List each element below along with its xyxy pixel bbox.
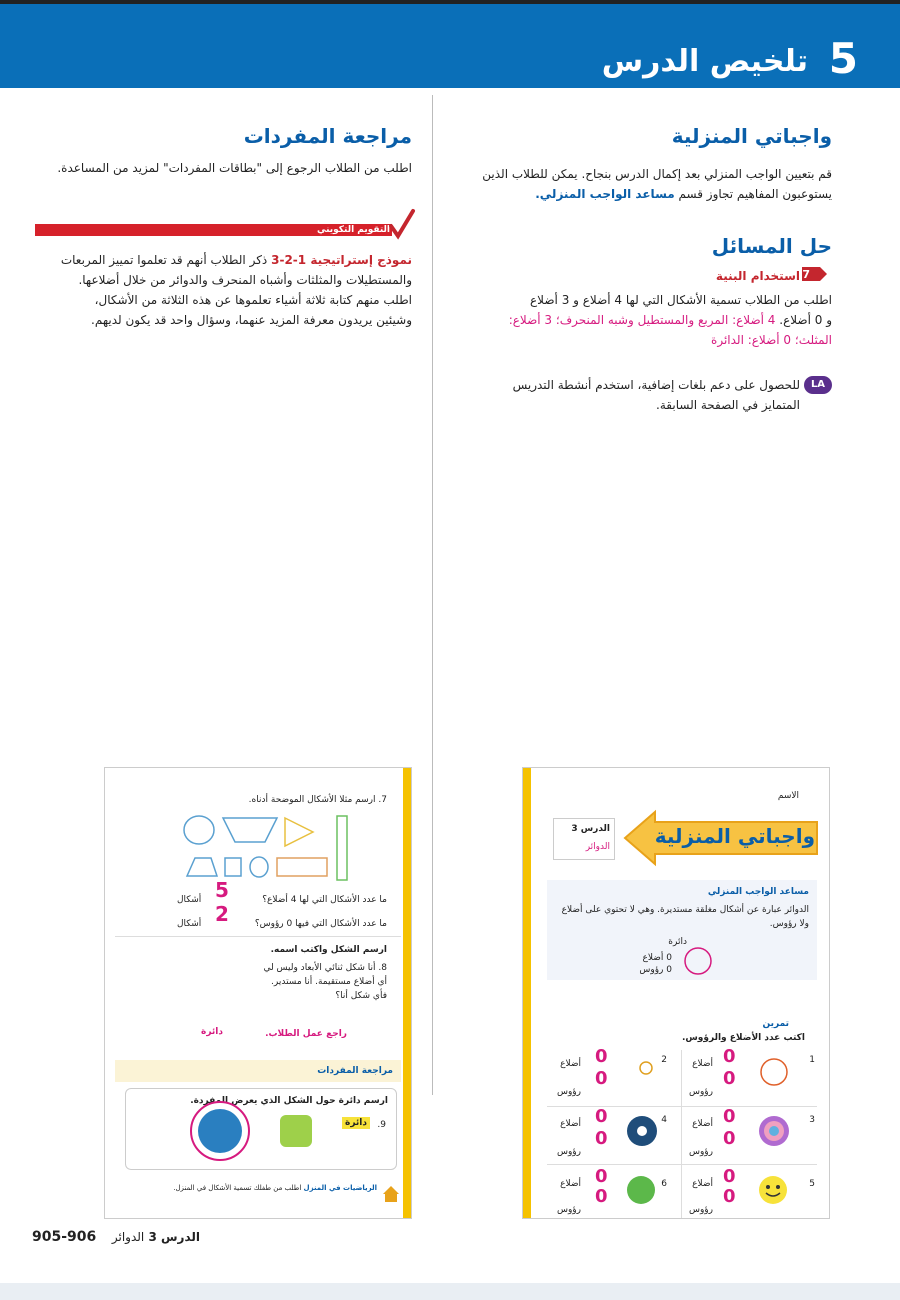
formative-line [42, 250, 412, 270]
wb-sides-label: أضلاع [692, 1179, 713, 1189]
wb-item-number: 6 [661, 1179, 667, 1189]
wb-q8-line: فأي شكل أنا؟ [335, 991, 387, 1001]
wb-practice-title: تمرين [762, 1019, 789, 1029]
homework-line: قم بتعيين الواجب المنزلي بعد إكمال الدرس بنجاح. يمكن للطلاب الذين [482, 167, 832, 181]
formative-label: التقويم التكويني [316, 225, 390, 235]
problem-text: و 0 أضلاع. [779, 313, 832, 327]
problem-line: اطلب من الطلاب تسمية الأشكال التي لها 4 أضلاع و 3 أضلاع [530, 293, 832, 307]
wb-answer: 0 [595, 1046, 608, 1067]
footer-lesson [112, 1230, 200, 1244]
wb-item-number: 4 [661, 1115, 667, 1125]
wb-answer: 0 [595, 1106, 608, 1127]
wb-q7: 7. ارسم مثلا الأشكال الموضحة أدناه. [248, 795, 387, 805]
green-square-icon [276, 1111, 316, 1151]
wb-vertices-label: رؤوس [556, 1147, 581, 1157]
wb-answer: 0 [595, 1166, 608, 1187]
wb-answer: 0 [595, 1068, 608, 1089]
wb-q9: 9. [377, 1120, 386, 1130]
wb-footer-note [173, 1184, 377, 1193]
wb-circle-label: دائرة [668, 937, 687, 947]
wb-title: واجباتي المنزلية [654, 824, 815, 848]
formative-strategy: نموذج إستراتيجية 1-2-3 [271, 253, 412, 267]
small-circle-icon [638, 1060, 654, 1076]
wb-lesson-box [553, 818, 615, 860]
wb-lesson-label: الدرس 3 [571, 824, 610, 834]
house-icon [381, 1184, 401, 1204]
wb-sides-label: أضلاع [692, 1059, 713, 1069]
wb-lesson-topic: الدوائر [585, 842, 610, 852]
vocab-review-text: اطلب من الطلاب الرجوع إلى "بطاقات المفردات" لمزيد من المساعدة. [57, 161, 412, 175]
wb-sides-text: 0 أضلاع [642, 953, 672, 963]
wb-item-number: 1 [809, 1055, 815, 1065]
problem-solving-heading: حل المسائل [711, 234, 832, 258]
wb-vertices-label: رؤوس [688, 1147, 713, 1157]
wb-helper-line: ولا رؤوس. [769, 919, 809, 929]
wb-sides-label: أضلاع [560, 1179, 581, 1189]
wb-answer: 0 [723, 1068, 736, 1089]
workbook-strip [523, 768, 531, 1218]
wb-vertices-label: رؤوس [556, 1087, 581, 1097]
problem-solving-subtitle: استخدام البنية [715, 269, 800, 283]
banner-number: 5 [828, 34, 858, 83]
wb-unit: أشكال [177, 895, 202, 905]
wb-q7a-answer: 5 [215, 878, 229, 902]
workbook-strip [403, 768, 411, 1218]
wb-draw-title: ارسم الشكل واكتب اسمه. [270, 945, 387, 955]
wb-answer: 0 [595, 1186, 608, 1207]
homework-line [462, 184, 832, 204]
vocab-review-heading: مراجعة المفردات [243, 124, 412, 148]
wb-name-label: الاسم [777, 791, 799, 801]
practice-tag-icon [800, 264, 828, 284]
formative-paragraph [42, 250, 412, 330]
check-icon [388, 208, 416, 240]
formative-line: وشيئين يريدون معرفة المزيد عنهما، وسؤال واحد قد يكون لديهم. [91, 313, 412, 327]
problem-answer-line: المثلث؛ 0 أضلاع: الدائرة [711, 333, 832, 347]
wb-q8-answer: دائرة [201, 1027, 223, 1037]
wb-vertices-text: 0 رؤوس [639, 965, 672, 975]
language-badge: LA [804, 376, 832, 394]
wb-answer: 0 [723, 1106, 736, 1127]
wb-unit: أشكال [177, 919, 202, 929]
wb-sides-label: أضلاع [692, 1119, 713, 1129]
wb-col-line [681, 1050, 682, 1218]
smiley-icon [757, 1174, 789, 1206]
wb-row-line [547, 1164, 817, 1165]
homework-helper-link: مساعد الواجب المنزلي. [535, 187, 675, 201]
wb-check-work: راجع عمل الطلاب. [265, 1029, 347, 1039]
footer-lesson-label: الدرس 3 [148, 1230, 200, 1244]
wb-item-number: 5 [809, 1179, 815, 1189]
wb-q7a: ما عدد الأشكال التي لها 4 أضلاع؟ [262, 895, 387, 905]
wb-q9-word: دائرة [342, 1117, 370, 1129]
wb-item-number: 2 [661, 1055, 667, 1065]
formative-text: ذكر الطلاب أنهم قد تعلموا تمييز المربعات [60, 253, 268, 267]
lesson-banner [0, 4, 900, 88]
wb-footer-text: اطلب من طفلك تسمية الأشكال في المنزل. [173, 1184, 302, 1192]
wb-vertices-label: رؤوس [688, 1087, 713, 1097]
wb-answer: 0 [723, 1046, 736, 1067]
disc-icon [625, 1114, 659, 1148]
circled-ball-icon [188, 1099, 252, 1163]
problem-line [462, 310, 832, 330]
circle-outline-icon [759, 1057, 789, 1087]
homework-heading: واجباتي المنزلية [671, 124, 832, 148]
la-line: المتمايز في الصفحة السابقة. [656, 398, 800, 412]
wb-helper-title: مساعد الواجب المنزلي [707, 887, 809, 897]
workbook-page-left [104, 767, 412, 1219]
wb-vocab-box [125, 1088, 397, 1170]
wb-answer: 0 [723, 1166, 736, 1187]
la-line: للحصول على دعم بلغات إضافية، استخدم أنشطة التدريس [512, 378, 800, 392]
wb-q7b-answer: 2 [215, 902, 229, 926]
wb-row-line [547, 1106, 817, 1107]
bottom-bar [0, 1283, 900, 1300]
wb-row-line [115, 936, 401, 937]
practice-tag-number: 7 [802, 268, 810, 281]
circle-icon [683, 946, 713, 976]
wb-item-number: 3 [809, 1115, 815, 1125]
formative-line: اطلب منهم كتابة ثلاثة أشياء تعلموها عن هذه الثلاثة من الأشكال، [94, 293, 412, 307]
wb-q7b: ما عدد الأشكال التي فيها 0 رؤوس؟ [254, 919, 387, 929]
homework-text: يستوعبون المفاهيم تجاوز قسم [678, 187, 832, 201]
shapes-figure [165, 812, 365, 882]
formative-line: والمستطيلات والمثلثات وأشباه المنحرف والدوائر من خلال أضلاعها. [78, 273, 412, 287]
wb-footer-title: الرياضيات في المنزل [303, 1184, 377, 1192]
wb-answer: 0 [595, 1128, 608, 1149]
wb-helper-line: الدوائر عبارة عن أشكال مغلقة مستديرة. وهي لا تحتوي على أضلاع [561, 905, 809, 915]
wb-answer: 0 [723, 1128, 736, 1149]
la-note [470, 375, 800, 415]
column-divider [432, 95, 433, 1095]
wb-vertices-label: رؤوس [688, 1205, 713, 1215]
problem-solving-paragraph [462, 290, 832, 350]
wb-q8-line: 8. أنا شكل ثنائي الأبعاد وليس لي [263, 963, 387, 973]
wb-practice-instr: اكتب عدد الأضلاع والرؤوس. [681, 1033, 805, 1043]
wb-q8-line: أي أضلاع مستقيمة. أنا مستدير. [271, 977, 387, 987]
wb-helper-box [547, 880, 817, 980]
wb-vocab-title: مراجعة المفردات [317, 1066, 393, 1076]
problem-answer: 4 أضلاع: المربع والمستطيل وشبه المنحرف؛ 3 أضلاع: [508, 313, 776, 327]
banner-title: تلخيص الدرس [601, 44, 808, 79]
wb-sides-label: أضلاع [560, 1059, 581, 1069]
footer-topic: الدوائر [111, 1230, 145, 1244]
wb-sides-label: أضلاع [560, 1119, 581, 1129]
homework-paragraph [462, 164, 832, 204]
wb-vocab-bar [115, 1060, 401, 1082]
workbook-page-right [522, 767, 830, 1219]
green-ball-icon [625, 1174, 657, 1206]
target-icon [757, 1114, 791, 1148]
wb-vertices-label: رؤوس [556, 1205, 581, 1215]
wb-vocab-instr: ارسم دائرة حول الشكل الذي يعرض المفردة. [190, 1096, 388, 1106]
page-numbers: 905-906 [32, 1229, 97, 1245]
wb-answer: 0 [723, 1186, 736, 1207]
